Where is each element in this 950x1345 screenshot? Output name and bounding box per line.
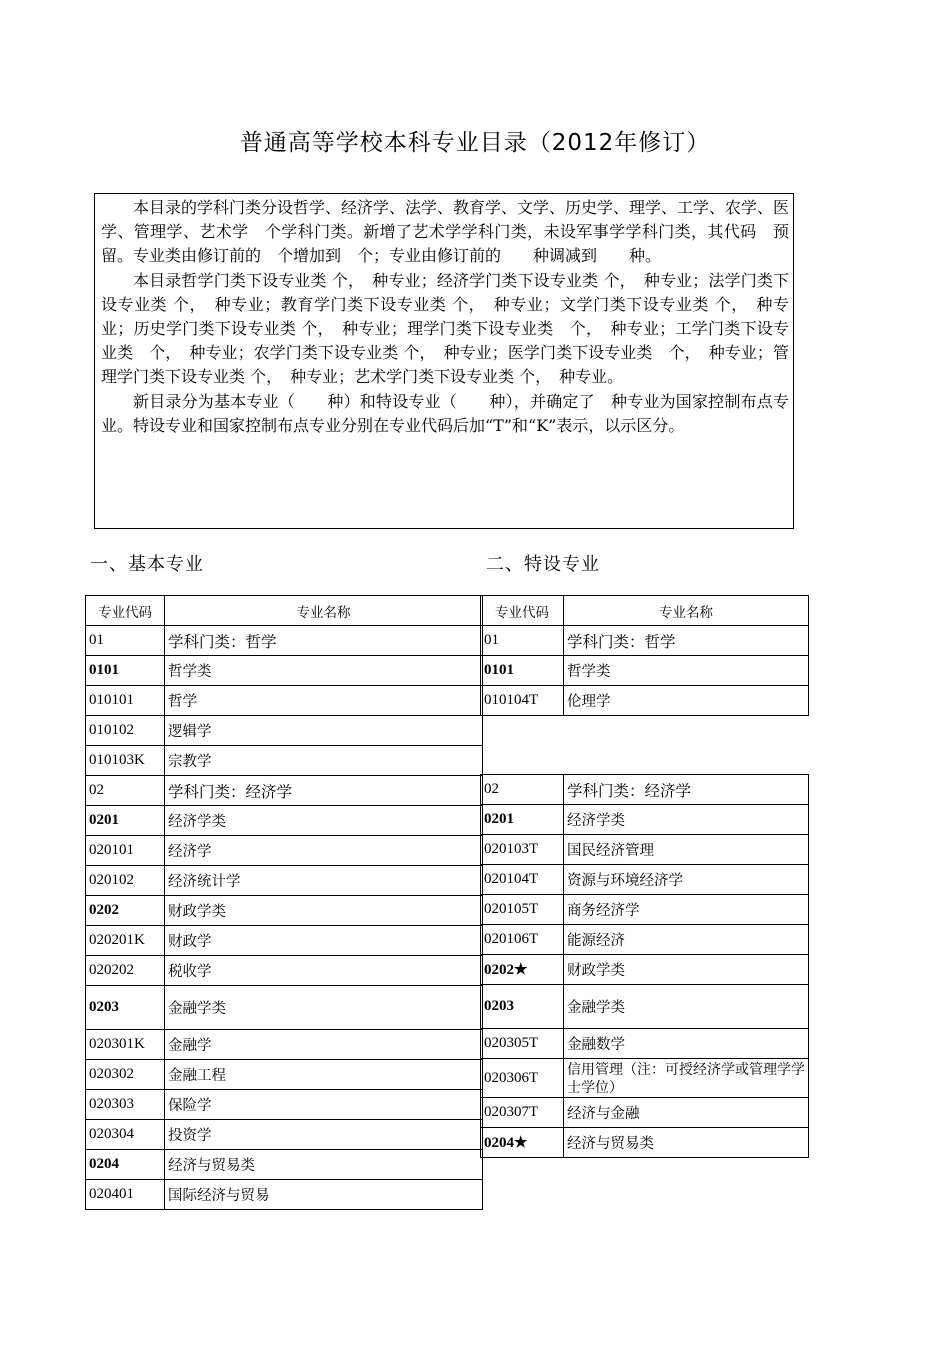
major-code: 0101	[86, 656, 165, 686]
name-header: 专业名称	[165, 596, 483, 626]
major-code: 0201	[86, 806, 165, 836]
table-row	[86, 656, 483, 686]
major-name: 经济学	[165, 836, 483, 866]
table-row	[86, 626, 483, 656]
table-row	[86, 896, 483, 926]
table-row	[481, 895, 809, 925]
major-code: 0204	[86, 1150, 165, 1180]
major-code: 020303	[86, 1090, 165, 1120]
empty-cell	[481, 716, 564, 746]
major-name: 经济与贸易类	[564, 1128, 809, 1158]
major-name: 经济统计学	[165, 866, 483, 896]
table-row	[86, 686, 483, 716]
major-name: 商务经济学	[564, 895, 809, 925]
special-majors-table	[480, 595, 809, 1158]
table-row	[86, 986, 483, 1030]
table-row	[481, 805, 809, 835]
major-name: 逻辑学	[165, 716, 483, 746]
major-code: 020202	[86, 956, 165, 986]
major-name: 经济与金融	[564, 1098, 809, 1128]
major-code: 0203	[86, 986, 165, 1030]
major-name: 经济学类	[564, 805, 809, 835]
basic-majors-table	[85, 595, 483, 1210]
major-name: 税收学	[165, 956, 483, 986]
major-name: 学科门类：哲学	[564, 626, 809, 656]
major-code: 0201	[481, 805, 564, 835]
major-name: 财政学类	[564, 955, 809, 985]
major-code: 02	[481, 775, 564, 805]
major-code: 0101	[481, 656, 564, 686]
major-name: 经济学类	[165, 806, 483, 836]
major-name: 金融工程	[165, 1060, 483, 1090]
table-row	[481, 1059, 809, 1098]
table-row	[86, 836, 483, 866]
major-name: 学科门类：经济学	[564, 775, 809, 805]
major-name: 国民经济管理	[564, 835, 809, 865]
table-row	[86, 926, 483, 956]
table-row	[86, 866, 483, 896]
major-name: 学科门类：经济学	[165, 776, 483, 806]
major-name: 财政学	[165, 926, 483, 956]
intro-paragraph-2: 本目录哲学门类下设专业类 个， 种专业；经济学门类下设专业类 个， 种专业；法学门类下设专业类 个， 种专业；教育学门类下设专业类 个， 种专业；文学门类下设专业类 个， 种专业；历史学门类下设专业类 个， 种专业；理学门类下设专业类 个， 种专业；工学门类下设专业类 个， 种专业；农学门类下设专业类 个， 种专业；医学门类下设专业类 个， 种专业；管理学门类下设专业类 个， 种专业；艺术学门类下设专业类 个， 种专业。	[101, 270, 789, 387]
major-name: 资源与环境经济学	[564, 865, 809, 895]
table-row	[86, 806, 483, 836]
major-code: 010104T	[481, 686, 564, 716]
major-code: 010101	[86, 686, 165, 716]
table-row	[481, 835, 809, 865]
major-name: 哲学	[165, 686, 483, 716]
section-heading-special: 二、特设专业	[486, 554, 600, 575]
code-header: 专业代码	[481, 596, 564, 626]
major-name: 保险学	[165, 1090, 483, 1120]
major-name: 金融学	[165, 1030, 483, 1060]
major-code: 0202	[86, 896, 165, 926]
major-code: 010103K	[86, 746, 165, 776]
major-name: 财政学类	[165, 896, 483, 926]
table-row	[481, 626, 809, 656]
table-header-row	[481, 596, 809, 626]
table-row-empty	[481, 716, 809, 746]
table-row	[86, 1060, 483, 1090]
table-row	[481, 985, 809, 1029]
code-header: 专业代码	[86, 596, 165, 626]
major-code: 020302	[86, 1060, 165, 1090]
major-code: 020306T	[481, 1059, 564, 1098]
table-row-empty	[481, 745, 809, 775]
table-row	[481, 686, 809, 716]
major-code: 020301K	[86, 1030, 165, 1060]
major-name: 信用管理（注：可授经济学或管理学学士学位）	[564, 1059, 809, 1098]
intro-paragraph-1: 本目录的学科门类分设哲学、经济学、法学、教育学、文学、历史学、理学、工学、农学、医学、管理学、艺术学 个学科门类。新增了艺术学学科门类，未设军事学学科门类，其代码 预留。专业类由修订前的 个增加到 个；专业由修订前的 种调减到 种。	[101, 198, 790, 266]
table-row	[86, 956, 483, 986]
major-code: 01	[86, 626, 165, 656]
major-name: 哲学类	[564, 656, 809, 686]
major-code: 020307T	[481, 1098, 564, 1128]
table-row	[86, 1150, 483, 1180]
table-row	[481, 1128, 809, 1158]
major-code: 020103T	[481, 835, 564, 865]
empty-cell	[564, 745, 809, 775]
major-name: 经济与贸易类	[165, 1150, 483, 1180]
table-row	[86, 1030, 483, 1060]
major-code: 0202★	[481, 955, 564, 985]
section-heading-basic: 一、基本专业	[90, 554, 204, 575]
table-row	[86, 746, 483, 776]
major-name: 宗教学	[165, 746, 483, 776]
major-name: 金融数学	[564, 1029, 809, 1059]
name-header: 专业名称	[564, 596, 809, 626]
table-row	[481, 955, 809, 985]
table-row	[481, 865, 809, 895]
major-code: 010102	[86, 716, 165, 746]
major-name: 金融学类	[564, 985, 809, 1029]
table-row	[86, 1180, 483, 1210]
table-row	[86, 1090, 483, 1120]
major-name: 哲学类	[165, 656, 483, 686]
major-code: 020106T	[481, 925, 564, 955]
empty-cell	[564, 716, 809, 746]
table-row	[86, 1120, 483, 1150]
major-code: 020105T	[481, 895, 564, 925]
major-code: 0203	[481, 985, 564, 1029]
table-row	[481, 1098, 809, 1128]
major-code: 020102	[86, 866, 165, 896]
empty-cell	[481, 745, 564, 775]
major-name: 伦理学	[564, 686, 809, 716]
table-row	[481, 1029, 809, 1059]
major-name: 投资学	[165, 1120, 483, 1150]
major-code: 020104T	[481, 865, 564, 895]
page-title: 普通高等学校本科专业目录（2012年修订）	[239, 130, 711, 156]
table-row	[86, 776, 483, 806]
major-code: 020101	[86, 836, 165, 866]
major-code: 020201K	[86, 926, 165, 956]
table-row	[481, 925, 809, 955]
major-name: 金融学类	[165, 986, 483, 1030]
major-name: 能源经济	[564, 925, 809, 955]
table-row	[86, 716, 483, 746]
table-header-row	[86, 596, 483, 626]
table-row	[481, 656, 809, 686]
major-name: 国际经济与贸易	[165, 1180, 483, 1210]
major-code: 020305T	[481, 1029, 564, 1059]
intro-box	[94, 193, 794, 529]
major-code: 020401	[86, 1180, 165, 1210]
table-row	[481, 775, 809, 805]
intro-paragraph-3: 新目录分为基本专业（ 种）和特设专业（ 种），并确定了 种专业为国家控制布点专业。特设专业和国家控制布点专业分别在专业代码后加“T”和“K”表示，以示区分。	[101, 391, 789, 435]
major-code: 0204★	[481, 1128, 564, 1158]
major-name: 学科门类：哲学	[165, 626, 483, 656]
major-code: 02	[86, 776, 165, 806]
major-code: 020304	[86, 1120, 165, 1150]
major-code: 01	[481, 626, 564, 656]
